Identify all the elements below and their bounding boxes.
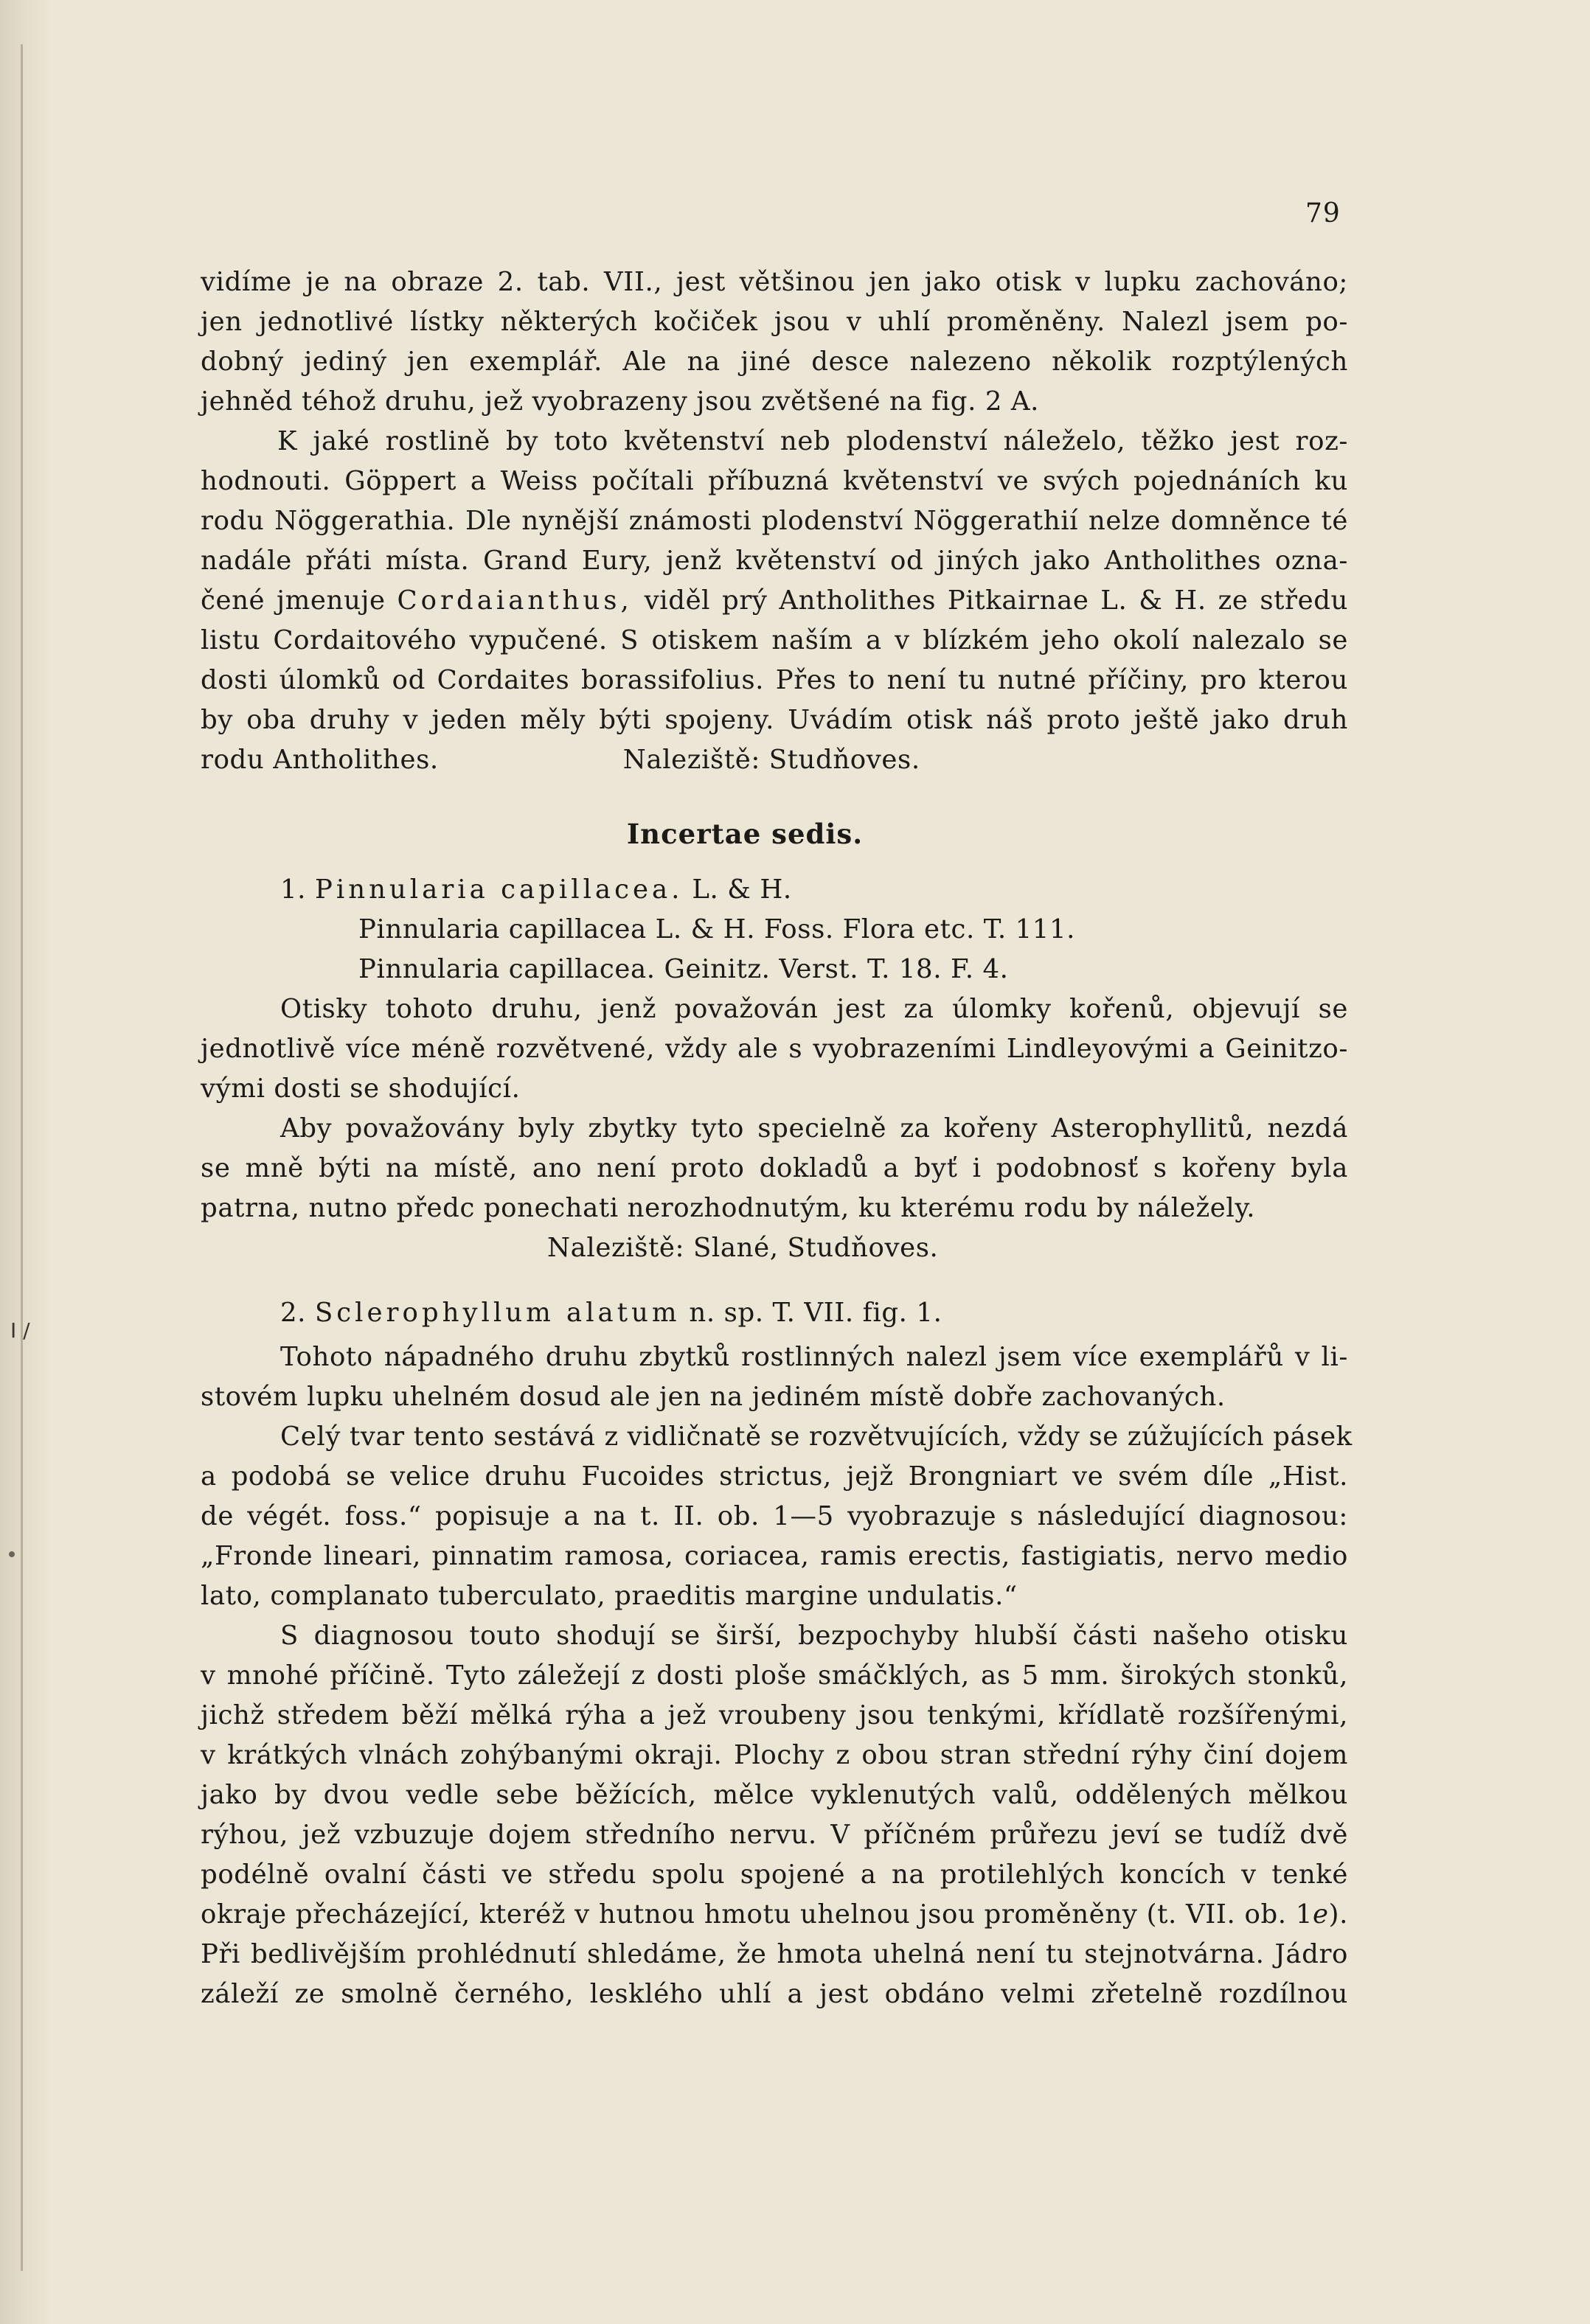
text-segment: ). <box>1328 1899 1348 1930</box>
text-line: „Fronde lineari, pinnatim ramosa, coriacea, ramis erectis, fastigiatis, nervo medio <box>201 1541 1348 1571</box>
paragraph-2 <box>201 422 1348 780</box>
text-line: nadále přáti místa. Grand Eury, jenž květenství od jiných jako Antholithes ozna- <box>201 546 1348 576</box>
text-line: listu Cordaitového vypučené. S otiskem naším a v blízkém jeho okolí nalezalo se <box>201 625 1348 655</box>
text-line <box>201 1895 1348 1935</box>
text-line: vidíme je na obraze 2. tab. VII., jest většinou jen jako otisk v lupku zachováno; <box>201 267 1348 297</box>
text-line: patrna, nutno předc ponechati nerozhodnutým, ku kterému rodu by náležely. <box>201 1193 1256 1223</box>
text-line: jen jednotlivé lístky některých kočiček jsou v uhlí proměněny. Nalezl jsem po- <box>201 307 1348 337</box>
entry-2-title <box>201 1293 1348 1333</box>
text-line: dosti úlomků od Cordaites borassifolius. Přes to není tu nutné příčiny, pro kterou <box>201 665 1348 695</box>
locality-text: Naleziště: Slané, Studňoves. <box>547 1233 939 1263</box>
text-line: Při bedlivějším prohlédnutí shledáme, že hmota uhelná není tu stejnotvárna. Jádro <box>201 1939 1348 1969</box>
text-line: rýhou, jež vzbuzuje dojem středního nervu. V příčném průřezu jeví se tudíž dvě <box>201 1820 1348 1850</box>
locality-text: Naleziště: Studňoves. <box>622 745 920 775</box>
text-line: Aby považovány byly zbytky tyto specielně za kořeny Asterophyllitů, nezdá <box>280 1113 1348 1144</box>
entry-number: 1. <box>280 874 307 905</box>
species-name-spaced: Sclerophyllum alatum <box>314 1298 681 1328</box>
text-line: a podobá se velice druhu Fucoides strictus, jejž Brongniart ve svém díle „Hist. <box>201 1461 1348 1492</box>
entry-2-body <box>201 1337 1353 2014</box>
text-line: jako by dvou vedle sebe běžících, mělce vyklenutých valů, oddělených mělkou <box>201 1780 1348 1810</box>
text-line: podélně ovalní části ve středu spolu spojené a na protilehlých koncích v tenké <box>201 1859 1348 1890</box>
text-segment: čené jmenuje <box>201 585 386 616</box>
section-heading-block <box>201 814 1348 854</box>
text-line <box>201 581 1348 621</box>
entry-2 <box>201 1293 1348 1333</box>
text-line: K jaké rostlině by toto květenství neb plodenství náleželo, těžko jest roz- <box>277 426 1348 456</box>
text-line: v mnohé příčině. Tyto záležejí z dosti ploše smáčklých, as 5 mm. širokých stonků, <box>201 1660 1348 1691</box>
text-segment: okraje přecházející, kteréž v hutnou hmotu uhelnou jsou proměněny (t. VII. ob. 1 <box>201 1899 1313 1930</box>
page-number: 79 <box>1305 198 1341 229</box>
text-line: vými dosti se shodující. <box>201 1074 521 1104</box>
text-segment: rodu Antholithes. <box>201 745 439 775</box>
text-line: hodnouti. Göppert a Weiss počítali příbuzná květenství ve svých pojednáních ku <box>201 466 1348 496</box>
text-segment: viděl prý Antholithes Pitkairnae L. & H. ze středu <box>644 585 1348 616</box>
species-author: L. & H. <box>692 874 792 905</box>
text-line: lato, complanato tuberculato, praeditis margine undulatis.“ <box>201 1581 1018 1611</box>
text-line: Tohoto nápadného druhu zbytků rostlinných nalezl jsem více exemplářů v li- <box>280 1342 1348 1372</box>
synonym-line: Pinnularia capillacea L. & H. Foss. Flora etc. T. 111. <box>358 914 1076 944</box>
page-binding <box>0 0 52 2324</box>
entry-1 <box>201 870 1348 1268</box>
text-line: de végét. foss.“ popisuje a na t. II. ob. 1—5 vyobrazuje s následující diagnosou: <box>201 1501 1348 1531</box>
binding-line <box>21 44 23 2271</box>
text-line: záleží ze smolně černého, lesklého uhlí a jest obdáno velmi zřetelně rozdílnou <box>201 1979 1348 2009</box>
text-line: jichž středem běží mělká rýha a jež vroubeny jsou tenkými, křídlatě rozšířenými, <box>201 1700 1348 1730</box>
section-heading: Incertae sedis. <box>626 818 864 850</box>
species-reference: n. sp. T. VII. fig. 1. <box>689 1298 942 1328</box>
text-line: by oba druhy v jeden měly býti spojeny. Uvádím otisk náš proto ještě jako druh <box>201 705 1348 735</box>
margin-mark: I / <box>10 1318 30 1343</box>
text-line: dobný jediný jen exemplář. Ale na jiné desce nalezeno několik rozptýlených <box>201 347 1348 377</box>
text-line: se mně býti na místě, ano není proto dokladů a byť i podobnosť s kořeny byla <box>201 1153 1348 1183</box>
entry-1-title <box>201 870 1348 910</box>
entry-number: 2. <box>280 1298 307 1328</box>
text-line: jehněd téhož druhu, jež vyobrazeny jsou zvětšené na fig. 2 A. <box>201 386 1040 417</box>
text-line: stovém lupku uhelném dosud ale jen na jediném místě dobře zachovaných. <box>201 1382 1226 1412</box>
margin-spot <box>9 1551 15 1557</box>
italic-letter: e <box>1313 1899 1329 1930</box>
text-line <box>201 740 1348 780</box>
genus-name-spaced: Cordaianthus, <box>397 585 633 616</box>
synonym-line: Pinnularia capillacea. Geinitz. Verst. T. 18. F. 4. <box>358 954 1009 984</box>
paragraph-1 <box>201 262 1348 422</box>
species-name-spaced: Pinnularia capillacea. <box>314 874 684 905</box>
text-line: S diagnosou touto shodují se širší, bezpochyby hlubší části našeho otisku <box>280 1621 1348 1651</box>
text-line: rodu Nöggerathia. Dle nynější známosti plodenství Nöggerathií nelze domněnce té <box>201 506 1348 536</box>
text-line: Celý tvar tento sestává z vidličnatě se rozvětvujících, vždy se zúžujících pásek <box>280 1422 1353 1452</box>
text-line: jednotlivě více méně rozvětvené, vždy ale s vyobrazeními Lindleyovými a Geinitzo- <box>201 1034 1348 1064</box>
text-line: v krátkých vlnách zohýbanými okraji. Plochy z obou stran střední rýhy činí dojem <box>201 1740 1348 1770</box>
text-line: Otisky tohoto druhu, jenž považován jest za úlomky kořenů, objevují se <box>280 994 1348 1024</box>
